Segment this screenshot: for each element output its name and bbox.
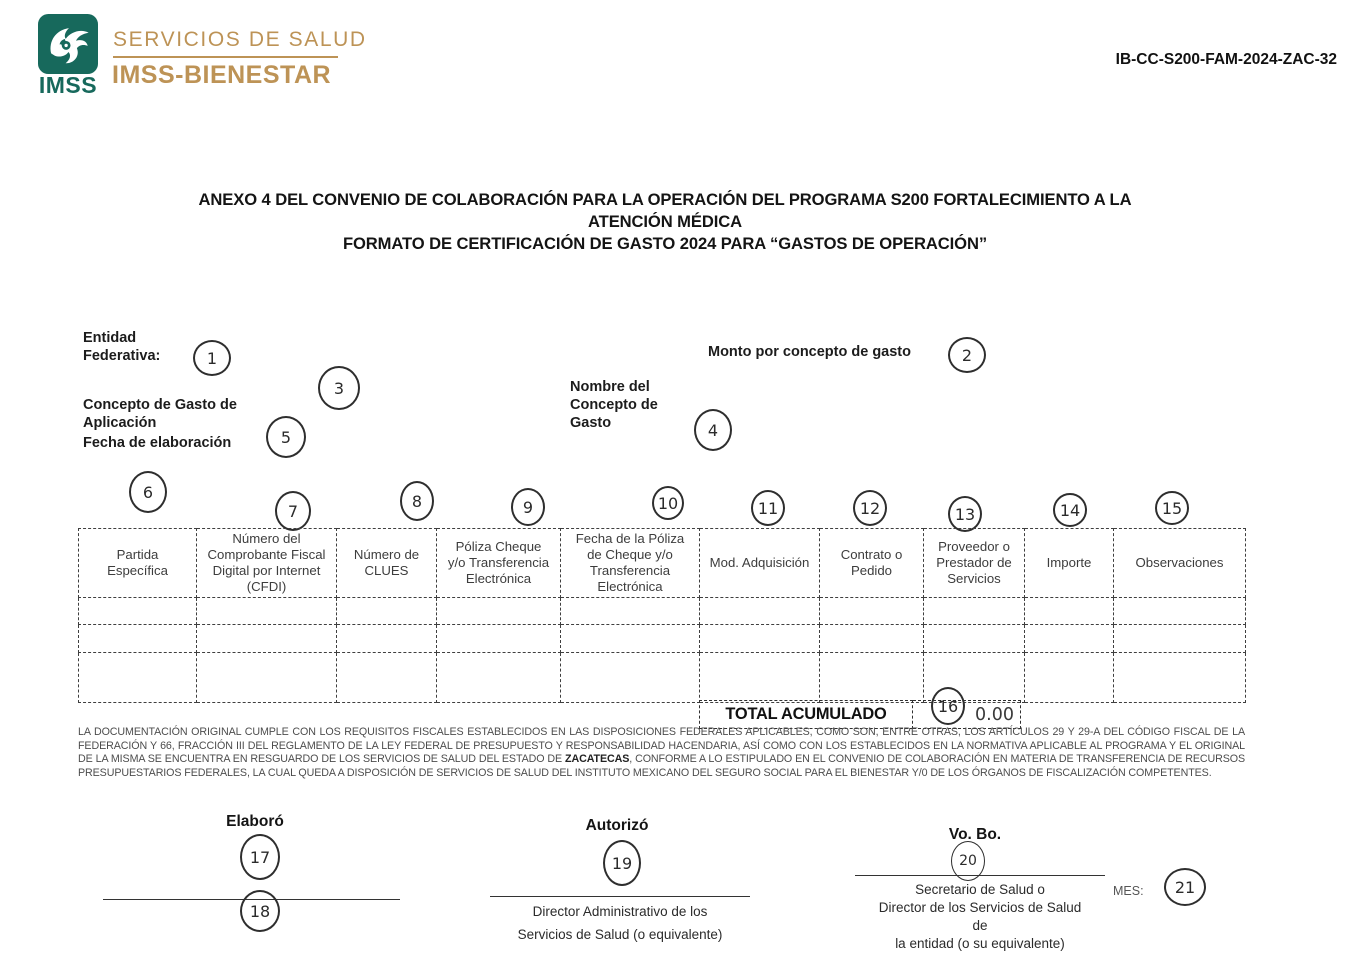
callout-4: 4 <box>694 409 732 451</box>
label-fecha-elaboracion: Fecha de elaboración <box>83 435 232 451</box>
form-title-line3: FORMATO DE CERTIFICACIÓN DE GASTO 2024 PARA “GASTOS DE OPERACIÓN” <box>342 234 988 253</box>
signature-vobo-role-line2: Director de los Servicios de Salud <box>878 900 1082 915</box>
form-title <box>40 189 1290 255</box>
brand-imss-bienestar: IMSS-BIENESTAR <box>112 61 332 89</box>
callout-18: 18 <box>240 890 280 932</box>
col-header-contrato-pedido: Contrato o Pedido <box>820 529 924 598</box>
callout-5: 5 <box>266 416 306 458</box>
col-header-numero-clues: Número de CLUES <box>337 529 437 598</box>
label-concepto-gasto-aplicacion: Concepto de Gasto de Aplicación <box>83 397 237 431</box>
signature-vobo-title: Vo. Bo. <box>948 826 1002 843</box>
table-row <box>79 598 1246 625</box>
callout-17: 17 <box>240 834 280 880</box>
signature-vobo-role-line1: Secretario de Salud o <box>915 882 1045 897</box>
callout-8: 8 <box>400 481 434 521</box>
mes-label: MES: <box>1113 884 1144 898</box>
callout-6: 6 <box>129 471 167 513</box>
callout-15: 15 <box>1155 491 1189 525</box>
signature-autorizo-role-line1: Director Administrativo de los <box>532 904 708 919</box>
col-header-fecha-poliza: Fecha de la Póliza de Cheque y/o Transferencia Electrónica <box>561 529 700 598</box>
signature-autorizo-title: Autorizó <box>585 817 649 834</box>
form-title-line1: ANEXO 4 DEL CONVENIO DE COLABORACIÓN PARA LA OPERACIÓN DEL PROGRAMA S200 FORTALECIMIENTO A LA <box>198 190 1132 209</box>
label-nombre-concepto-gasto: Nombre del Concepto de Gasto <box>570 379 658 431</box>
legal-certification-text <box>78 726 1245 781</box>
signature-line-autorizo <box>490 896 750 897</box>
signature-vobo-role-line3: de <box>972 918 988 933</box>
callout-11: 11 <box>751 490 785 526</box>
signature-autorizo-role-line2: Servicios de Salud (o equivalente) <box>517 927 723 942</box>
callout-9: 9 <box>511 488 545 526</box>
callout-3: 3 <box>318 366 360 410</box>
total-acumulado-cell <box>913 700 1021 729</box>
signature-elaboro-title: Elaboró <box>226 813 284 830</box>
table-header-row <box>79 529 1246 598</box>
total-acumulado-label: TOTAL ACUMULADO <box>699 700 913 729</box>
imss-eagle-icon <box>38 13 98 75</box>
callout-13: 13 <box>948 496 982 532</box>
col-header-importe: Importe <box>1025 529 1114 598</box>
callout-1: 1 <box>193 340 231 376</box>
callout-7: 7 <box>275 491 311 531</box>
callout-10: 10 <box>652 486 684 520</box>
table-row <box>79 653 1246 703</box>
legal-text-part2: , CONFORME A LO ESTIPULADO EN EL CONVENIO DE COLABORACIÓN EN MATERIA DE TRANSFERENCIA DE RECURSOS PRESUPUESTARIOS FEDERALES, LA CUAL QUEDA A DISPOSICIÓN DE SERVICIOS DE SALUD DEL INSTITUTO MEXICANO DEL SEGURO SOCIAL PARA EL BIENESTAR Y/0 DE LOS ÓRGANOS DE FISCALIZACIÓN COMPETENTES. <box>78 753 1245 780</box>
col-header-poliza-cheque: Póliza Cheque y/o Transferencia Electrónica <box>437 529 561 598</box>
table-row <box>79 625 1246 653</box>
col-header-cfdi: Número del Comprobante Fiscal Digital por Internet (CFDI) <box>197 529 337 598</box>
callout-21: 21 <box>1164 868 1206 906</box>
signature-vobo-role-line4: la entidad (o su equivalente) <box>895 936 1065 951</box>
callout-14: 14 <box>1053 493 1087 527</box>
document-code: IB-CC-S200-FAM-2024-ZAC-32 <box>1115 51 1337 68</box>
imss-logo-wordmark: IMSS <box>38 72 98 98</box>
col-header-mod-adquisicion: Mod. Adquisición <box>700 529 820 598</box>
total-acumulado-row <box>699 700 1021 729</box>
legal-text-part1: LA DOCUMENTACIÓN ORIGINAL CUMPLE CON LOS REQUISITOS FISCALES ESTABLECIDOS EN LAS DISPOSICIONES FEDERALES APLICABLES, COMO SON, ENTRE OTRAS, LOS ARTÍCULOS 29 Y 29-A DEL CÓDIGO FISCAL DE LA FEDERACIÓN Y 66, FRACCIÓN III DEL REGLAMENTO DE LA LEY FEDERAL DE PRESUPUESTO Y RESPONSABILIDAD HACENDARIA, ASÍ COMO CON LOS ESTABLECIDOS EN LA NORMATIVA APLICABLE AL PROGRAMA Y EL ORIGINAL DE LA MISMA SE ENCUENTRA EN RESGUARDO DE LOS SERVICIOS DE SALUD DEL ESTADO DE <box>78 726 1245 766</box>
callout-19: 19 <box>603 840 641 886</box>
callout-20: 20 <box>951 841 985 881</box>
callout-16: 16 <box>931 687 965 725</box>
label-entidad-federativa: Entidad Federativa: <box>83 330 161 364</box>
callout-12: 12 <box>853 490 887 526</box>
col-header-observaciones: Observaciones <box>1114 529 1246 598</box>
brand-servicios-de-salud: SERVICIOS DE SALUD <box>113 28 367 51</box>
total-acumulado-value: 0.00 <box>975 705 1014 725</box>
col-header-proveedor: Proveedor o Prestador de Servicios <box>924 529 1025 598</box>
form-title-line2: ATENCIÓN MÉDICA <box>588 212 742 231</box>
legal-text-state: ZACATECAS <box>565 753 630 766</box>
brand-divider-line <box>113 56 338 58</box>
callout-2: 2 <box>948 337 986 373</box>
label-monto-por-concepto: Monto por concepto de gasto <box>708 344 911 360</box>
col-header-partida-especifica: Partida Específica <box>79 529 197 598</box>
expense-table <box>78 528 1246 703</box>
